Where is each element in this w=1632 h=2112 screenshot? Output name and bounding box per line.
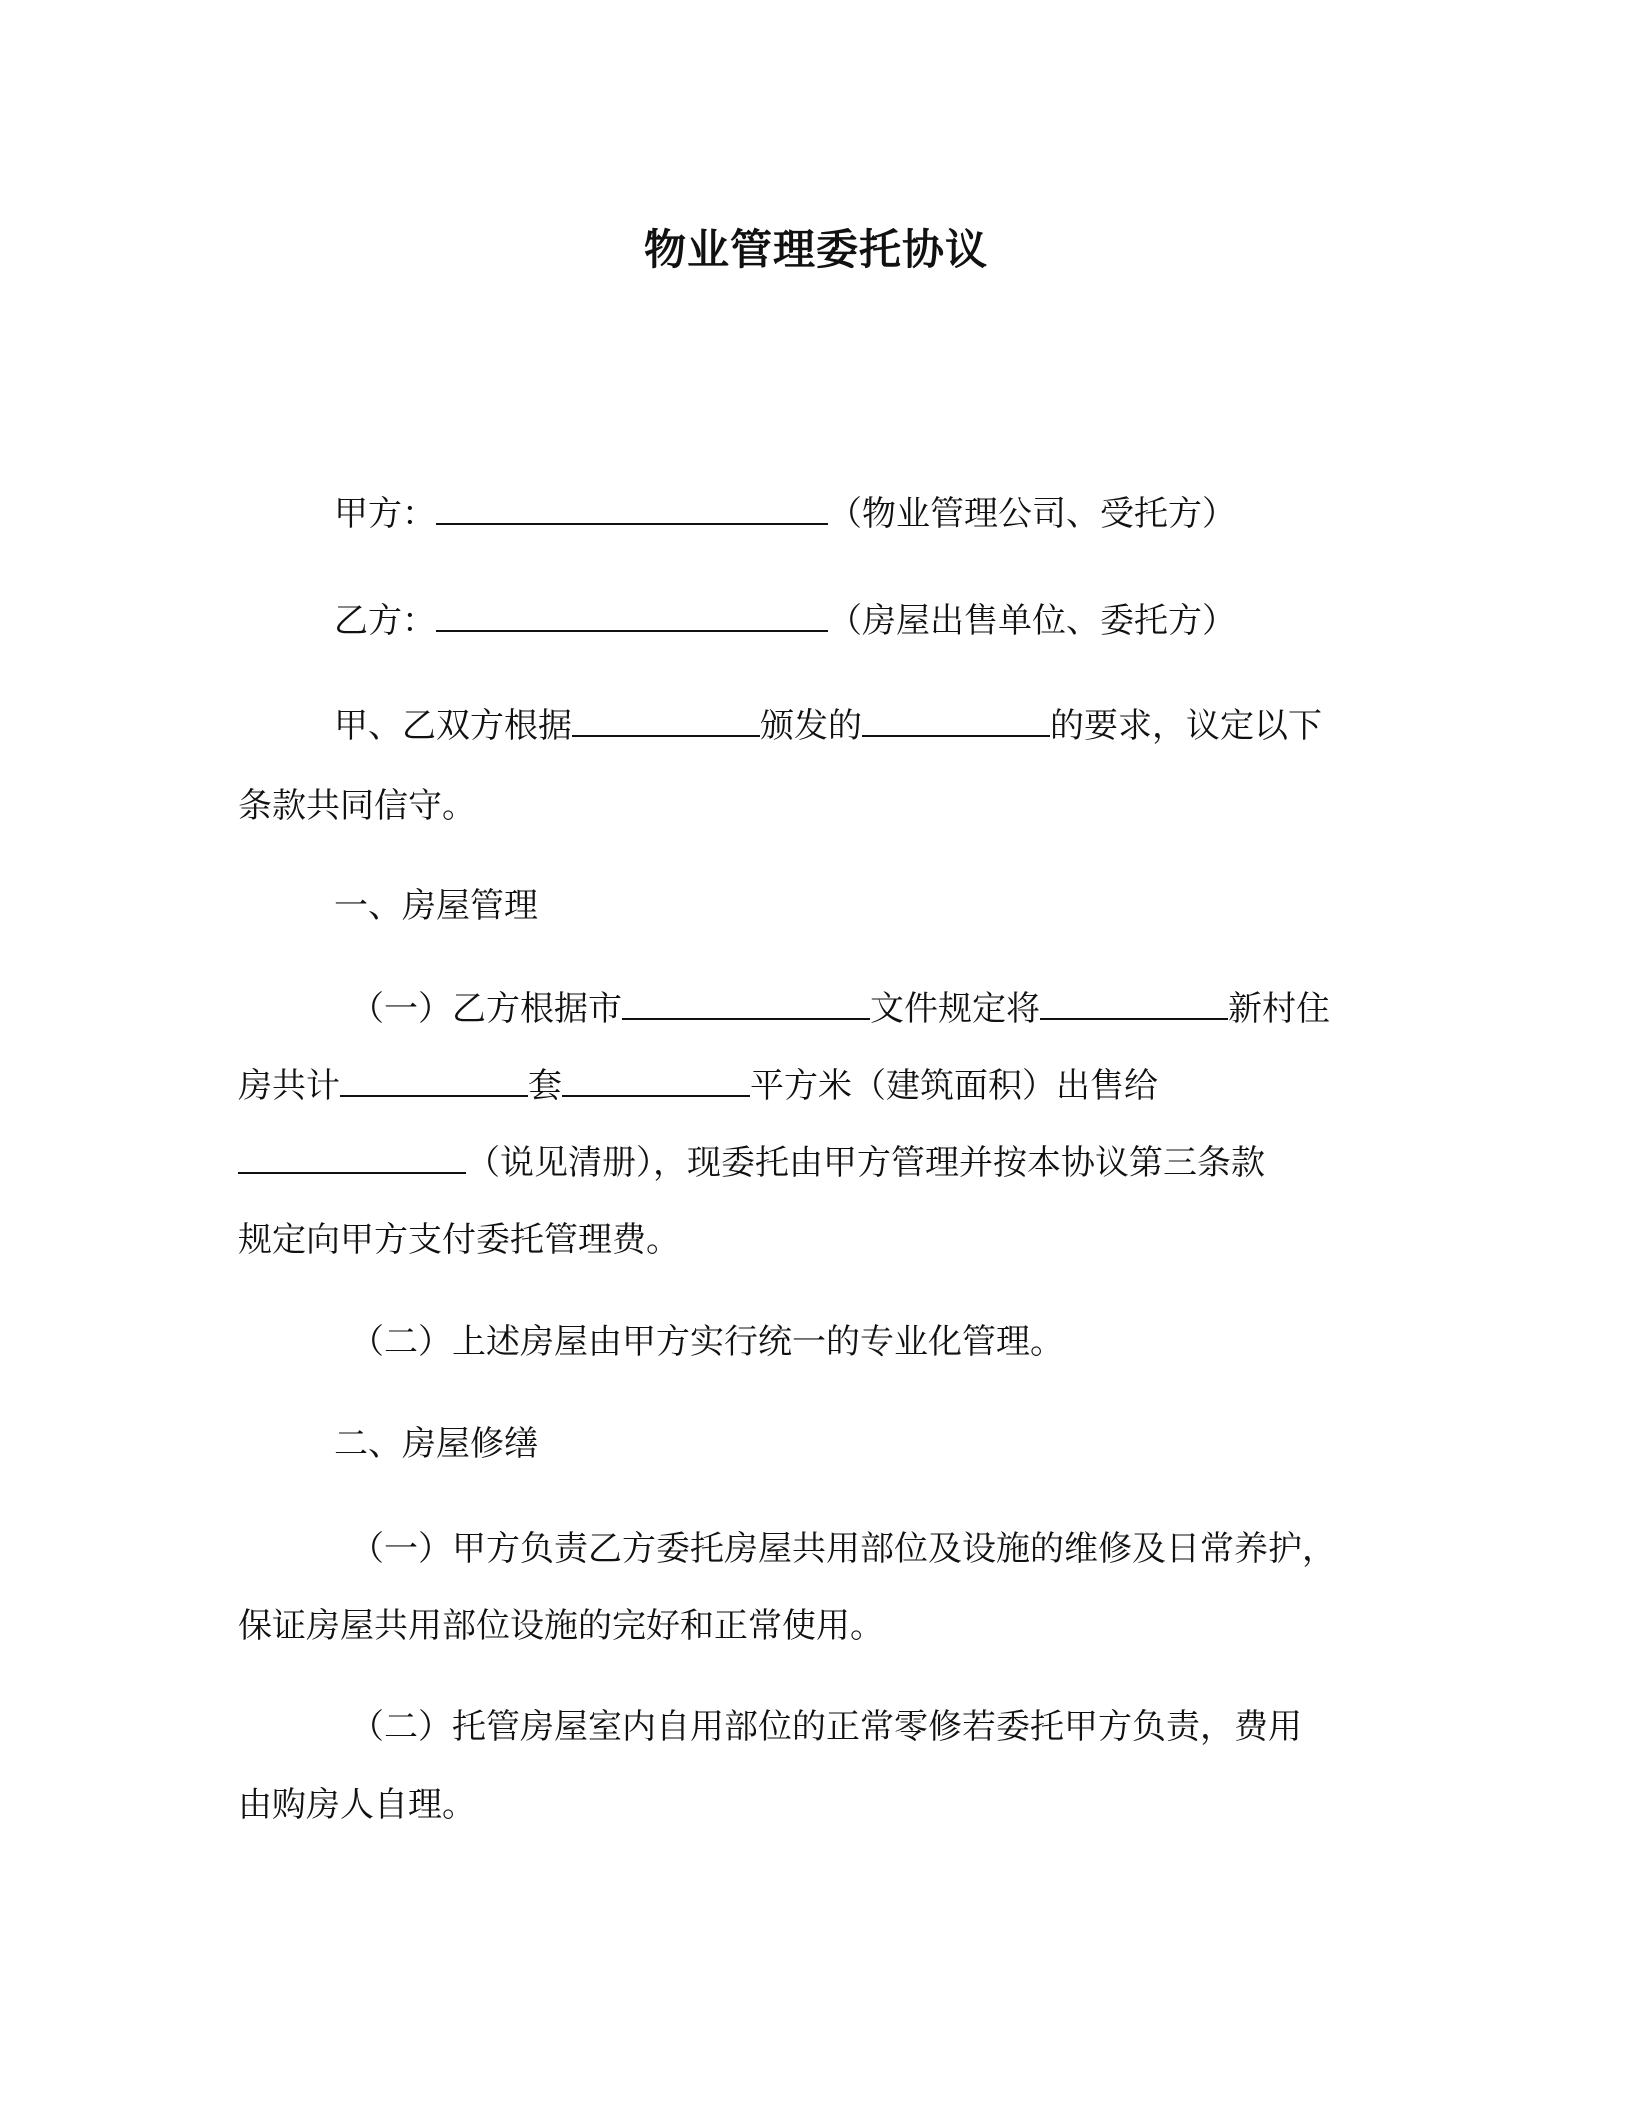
party-a-label: 甲方： [334,494,436,534]
intro-text-3: 的要求，议定以下 [1050,706,1322,746]
intro-text-1: 甲、乙双方根据 [334,706,572,746]
intro-blank-2 [862,705,1050,737]
section-1-item-1-line-1 [350,985,1330,1033]
section-1-item-1-line-3 [238,1139,1265,1187]
section-1-heading: 一、房屋管理 [334,886,538,926]
intro-blank-1 [572,705,760,737]
section-2-heading: 二、房屋修缮 [334,1424,538,1464]
party-a-blank [436,493,828,525]
document-title: 物业管理委托协议 [643,225,988,274]
s1-item1-blank-1 [622,988,870,1020]
section-1-item-1-line-2 [238,1062,1158,1110]
intro-line-1 [334,702,1322,750]
s1-item1-blank-4 [562,1065,750,1097]
intro-text-2: 颁发的 [760,706,862,746]
section-1-item-2: （二）上述房屋由甲方实行统一的专业化管理。 [350,1322,1064,1362]
party-b-line [334,597,1236,645]
s1-item1-blank-3 [340,1065,528,1097]
s1-item1-text-3: 新村住 [1228,989,1330,1029]
s1-item1-text-1: （一）乙方根据市 [350,989,622,1029]
s1-item1-blank-5 [238,1142,466,1174]
party-b-label: 乙方： [334,601,436,641]
party-a-note: （物业管理公司、受托方） [828,494,1236,534]
section-2-item-2-line-2: 由购房人自理。 [238,1785,476,1825]
s1-item1-text-7: （说见清册），现委托由甲方管理并按本协议第三条款 [466,1143,1265,1183]
intro-line-2: 条款共同信守。 [238,786,476,826]
s1-item1-text-5: 套 [528,1066,562,1106]
section-2-item-1-line-2: 保证房屋共用部位设施的完好和正常使用。 [238,1606,884,1646]
party-b-blank [436,600,828,632]
s1-item1-blank-2 [1040,988,1228,1020]
party-a-line [334,490,1236,538]
section-1-item-1-line-4: 规定向甲方支付委托管理费。 [238,1220,680,1260]
section-2-item-1-line-1: （一）甲方负责乙方委托房屋共用部位及设施的维修及日常养护， [350,1529,1336,1569]
party-b-note: （房屋出售单位、委托方） [828,601,1236,641]
s1-item1-text-6: 平方米（建筑面积）出售给 [750,1066,1158,1106]
section-2-item-2-line-1: （二）托管房屋室内自用部位的正常零修若委托甲方负责，费用 [350,1707,1302,1747]
s1-item1-text-2: 文件规定将 [870,989,1040,1029]
s1-item1-text-4: 房共计 [238,1066,340,1106]
